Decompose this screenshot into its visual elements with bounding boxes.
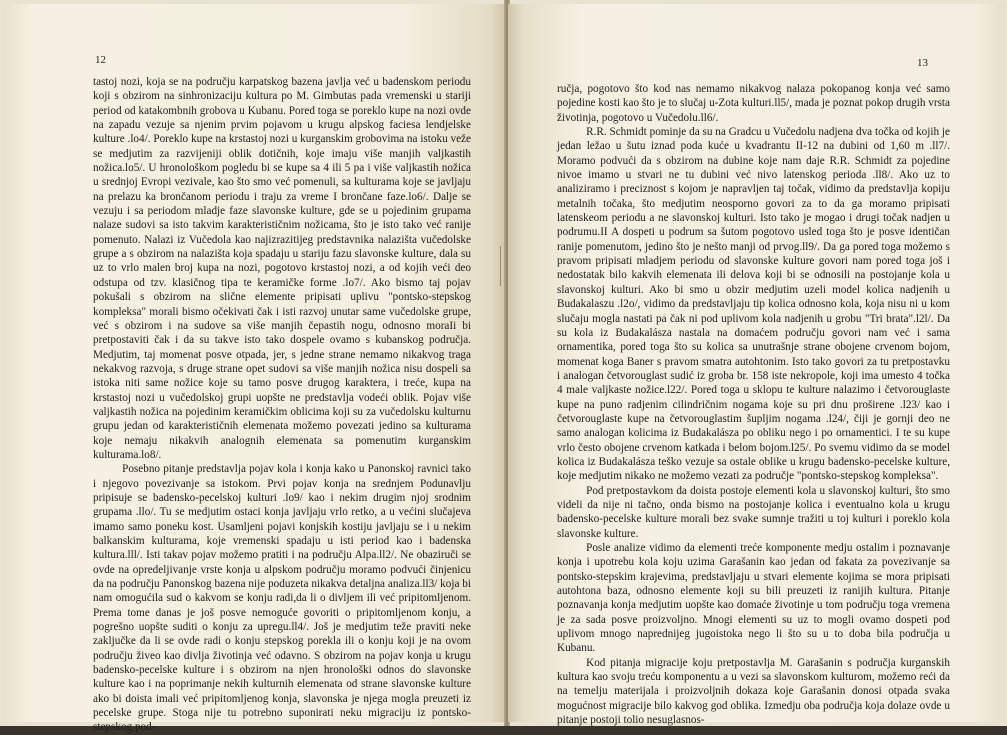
left-paragraph-1: tastoj nozi, koja se na području karpatskog bazena javlja već u badenskom periodu koji s obzirom na sinhronizaciju kultura po M. Gimbutas pada vremenski u stariji period od katakombnih grobova u Kubanu. Pored toga se poreklo kupe na nozi ovde na zapadu vezuje sa njenim prvim pojavom u krugu alpskog faciesa lendjelske kulture .lo4/. Poreklo kupe na krstastoj nozi u kurganskim grobovima na istoku veže se medjutim za razvijeniji oblik dotičnih, koje imaju više manjih valjkastih nožica.lo5/. U hronološkom pogledu bi se kupe sa 4 ili 5 pa i više valjkastih nožica u srednjoj Evropi vezivale, kao što smo već pomenuli, sa kulturama koje se javljaju na prelazu ka brončanom periodu i traju za vreme I brončane faze.lo6/. Dalje se vezuju i sa periodom mladje faze slavonske kulture, gde se u pojedinim grupama nalaze sudovi sa isto takvim karakterističnim nožicama, što je isto tako već ranije pomenuto. Nalazi iz Vučedola kao najizrazitijeg predstavnika nalazišta vučedolske grupe a s obzirom na nalazišta koja spadaju u stariju fazu slavonske kulture, dala su uz to vrlo malen broj kupa na nozi, pogotovo krstastoj nozi, a od kojih veći deo odstupa od tzv. klasičnog tipa te keramičke forme .lo7/. Ako bismo taj pojav pokušali s obzirom na slične elemente pripisati uplivu "pontsko-stepskog kompleksa" morali bismo očekivati čak i isti razvoj unutar same vučedolske grupe, već s obzirom i na sudove sa više manjih čepastih nogu, odnosno moraIi bi pretpostaviti čak i da su takve isto tako dospele ovamo s kubanskog područja. Medjutim, taj momenat posve otpada, jer, s jedne strane nemamo nikakvog traga nekakvog razvoja, s druge strane opet sudovi sa više manjih nožica nisu dospeli sa istoka niti same nožice koje su tamo posve drugog karaktera, i treće, kupa na krstastoj nozi u vučedolskoj grupi uopšte ne predstavlja vodeći oblik. Pojav više valjkastih nožica na pojedinim keramičkim oblicima koji su za vučedolsku kulturnu grupu jedan od karakterističnih elemenata možemo povezati jedino sa kulturama koje nemaju nikakvih analognih elemenata sa pomenutim kurganskim kulturama.lo8/. [93,76,471,461]
right-page-number: 13 [917,57,928,69]
right-paragraph-4: Posle analize vidimo da elementi treće komponente medju ostalim i poznavanje konja i upotrebu kola koju uzima Garašanin kao jedan od fakata za povezivanje sa pontsko-stepskim krajevima, predstavljaju u stvari elemente kojima se mora pripisati autohtona baza, odnosno elemente koji su bili preuzeti iz ranijih kultura. Pitanje poznavanja konja medjutim uopšte kao domaće životinje u tom području toga vremena je za sada posve proizvoljno. Mnogi elementi su uz to mogli ovamo dospeti pod uplivom mnogo naprednijeg jugoistoka nego li što su u to doba bila područja u Kubanu. [557,542,950,655]
right-page [508,4,1005,727]
left-paragraph-2: Posebno pitanje predstavlja pojav kola i konja kako u Panonskoj ravnici tako i njegovo povezivanje sa istokom. Prvi pojav konja na srednjem Podunavlju pripisuje se badensko-pecelskoj kulturi .lo9/ kao i nekim drugim njoj srodnim grupama .llo/. Tu se medjutim ostaci konja javljaju vrlo retko, a u većini slučajeva imamo samo poneku kost. Usamljeni pojavi konjskih kostiju javljaju se i u nekim balkanskim kulturama, koje vremenski spadaju u isti period kao i badenska kultura.lll/. Isti takav pojav možemo pratiti i na području Alpa.ll2/. Ne obaziruči se ovde na opredeljivanje vrste konja u alpskom području moramo podvući činjenicu da na području Panonskog bazena nije poduzeta nikakva detaljna analiza.ll3/ koja bi nam omogućila sud o kakvom se konju radi,da li o divljem ili već pripitomljenom. Prema tome danas je još posve nemoguće govoriti o pripitomljenom konju, a pogrešno uopšte suditi o konju za upregu.ll4/. Još je medjutim teže praviti neke zaključke da li se ovde radi o konju stepskog porekla ili o konju koji je na ovom području živeo kao divlja životinja već odavno. S obzirom na pojav konja u krugu badensko-pecelske kulture i s obzirom na njen hronološki odnos do slavonske kulture kao i na poprimanje nekih kulturnih elemenata od strane slavonske kulture ako bi doista imali već pripitomljenog konja, slavonska je njega mogla preuzeti iz pecelske grupe. Stoga nije tu potrebno suponirati neku migraciju iz pontsko-stepskog pod- [93,463,471,734]
right-paragraph-1: ručja, pogotovo što kod nas nemamo nikakvog nalaza pokopanog konja već samo pojedine kosti kao što je to slučaj u-Zota kulturi.ll5/, mada je poznat pokop drugih vrsta životinja, pogotovo u Vučedolu.ll6/. [557,83,950,124]
right-paragraph-2: R.R. Schmidt pominje da su na Gradcu u Vučedolu nadjena dva točka od kojih je jedan ležao u šutu iznad poda kuće u kvadrantu II-12 na dubini od 1,60 m .ll7/. Moramo podvući da s obzirom na dubine koje nam daje R.R. Schmidt za pojedine nivoe imamo u stvari ne tu dubini već nivo latenskog perioda .ll8/. Ako uz to analiziramo i preciznost s kojom je napravljen taj točak, vidimo da predstavlja kopiju metalnih točaka, što medjutim neosporno govori za to da ga moramo pripisati latenskeom periodu a ne slavonskoj kulturi. Isto tako je mogao i drugi točak nadjen u podrumu.II A dospeti u podrum sa šutom pogotovo usled toga što je posve identičan ranije pomenutom, jedino što je nešto manji od prvog.ll9/. Da ga pored toga možemo s pravom pripisati mladjem periodu od slavonske kulture govori nam pored toga još i nedostatak bilo kakvih elemenata ili delova koji bi se odnosili na postojanje kola u slavonskoj kulturi. Ako bi smo u obzir medjutim uzeli model kolica nadjenih u Budakalaszu .l2o/, vidimo da predstavljaju tip kolica odnosno kola, koja nisu ni u kom slučaju mogla nastati pa čak ni pod uplivom kola nadjenih u grobu "Tri brata".l2l/. Da su kola iz Budakalásza nastala na domaćem području govori nam već i sama ornamentika, pored toga što su kolica sa unutrašnje strane obojene crvenom bojom, momenat koga Baner s pravom smatra autohtonim. Isto tako govori za tu pretpostavku i analogan četvorouglast sudić iz groba br. 158 iste nekropole, koji ima umesto 4 točka 4 male valjkaste nožice.l22/. Pored toga u sklopu te kulture nalazimo i četvorouglaste kupe na puno radjenim cilindričnim nogama koje su pri dnu proširene .l23/ kao i četvorouglaste kupe na četvorouglastim šupljim nogama .l24/, čiji je gornji deo ne samo analogan kolicima iz Budakalásza po obliku nego i po ornamentici. I te su kupe vrlo često obojene crvenom katkada i belom bojom.l25/. Po svemu vidimo da se model kolica iz Budakalásza teško vezuje sa ostale oblike u krugu badensko-pecelske kulture, koje medjutim nikako ne možemo vezati za područje "pontsko-stepskog kompleksa". [557,126,950,483]
right-paragraph-3: Pod pretpostavkom da doista postoje elementi kola u slavonskoj kulturi, što smo videli da nije ni tačno, onda bismo na postojanje kolica i eventualno kola u krugu badensko-pecelske kulture morali bez svake sumnje tražiti u toj kulturi i poreklo kola slavonske kulture. [557,484,950,540]
right-page-text [557,82,950,727]
left-page-number: 12 [95,54,106,66]
right-paragraph-5: Kod pitanja migracije koju pretpostavlja M. Garašanin s područja kurganskih kultura kao svoju treću komponentu a u vezi sa slavonskom kulturom, možemo reći da na temelju materijala i proizvoljnih dokaza koje Garašanin donosi otpada svaka mogućnost migracije bilo kakvog god oblika. Izmedju oba područja koja dolaze ovde u pitanje postoji tolio nesuglasnos- [557,656,950,727]
left-page [2,4,506,734]
left-page-text [93,75,471,735]
